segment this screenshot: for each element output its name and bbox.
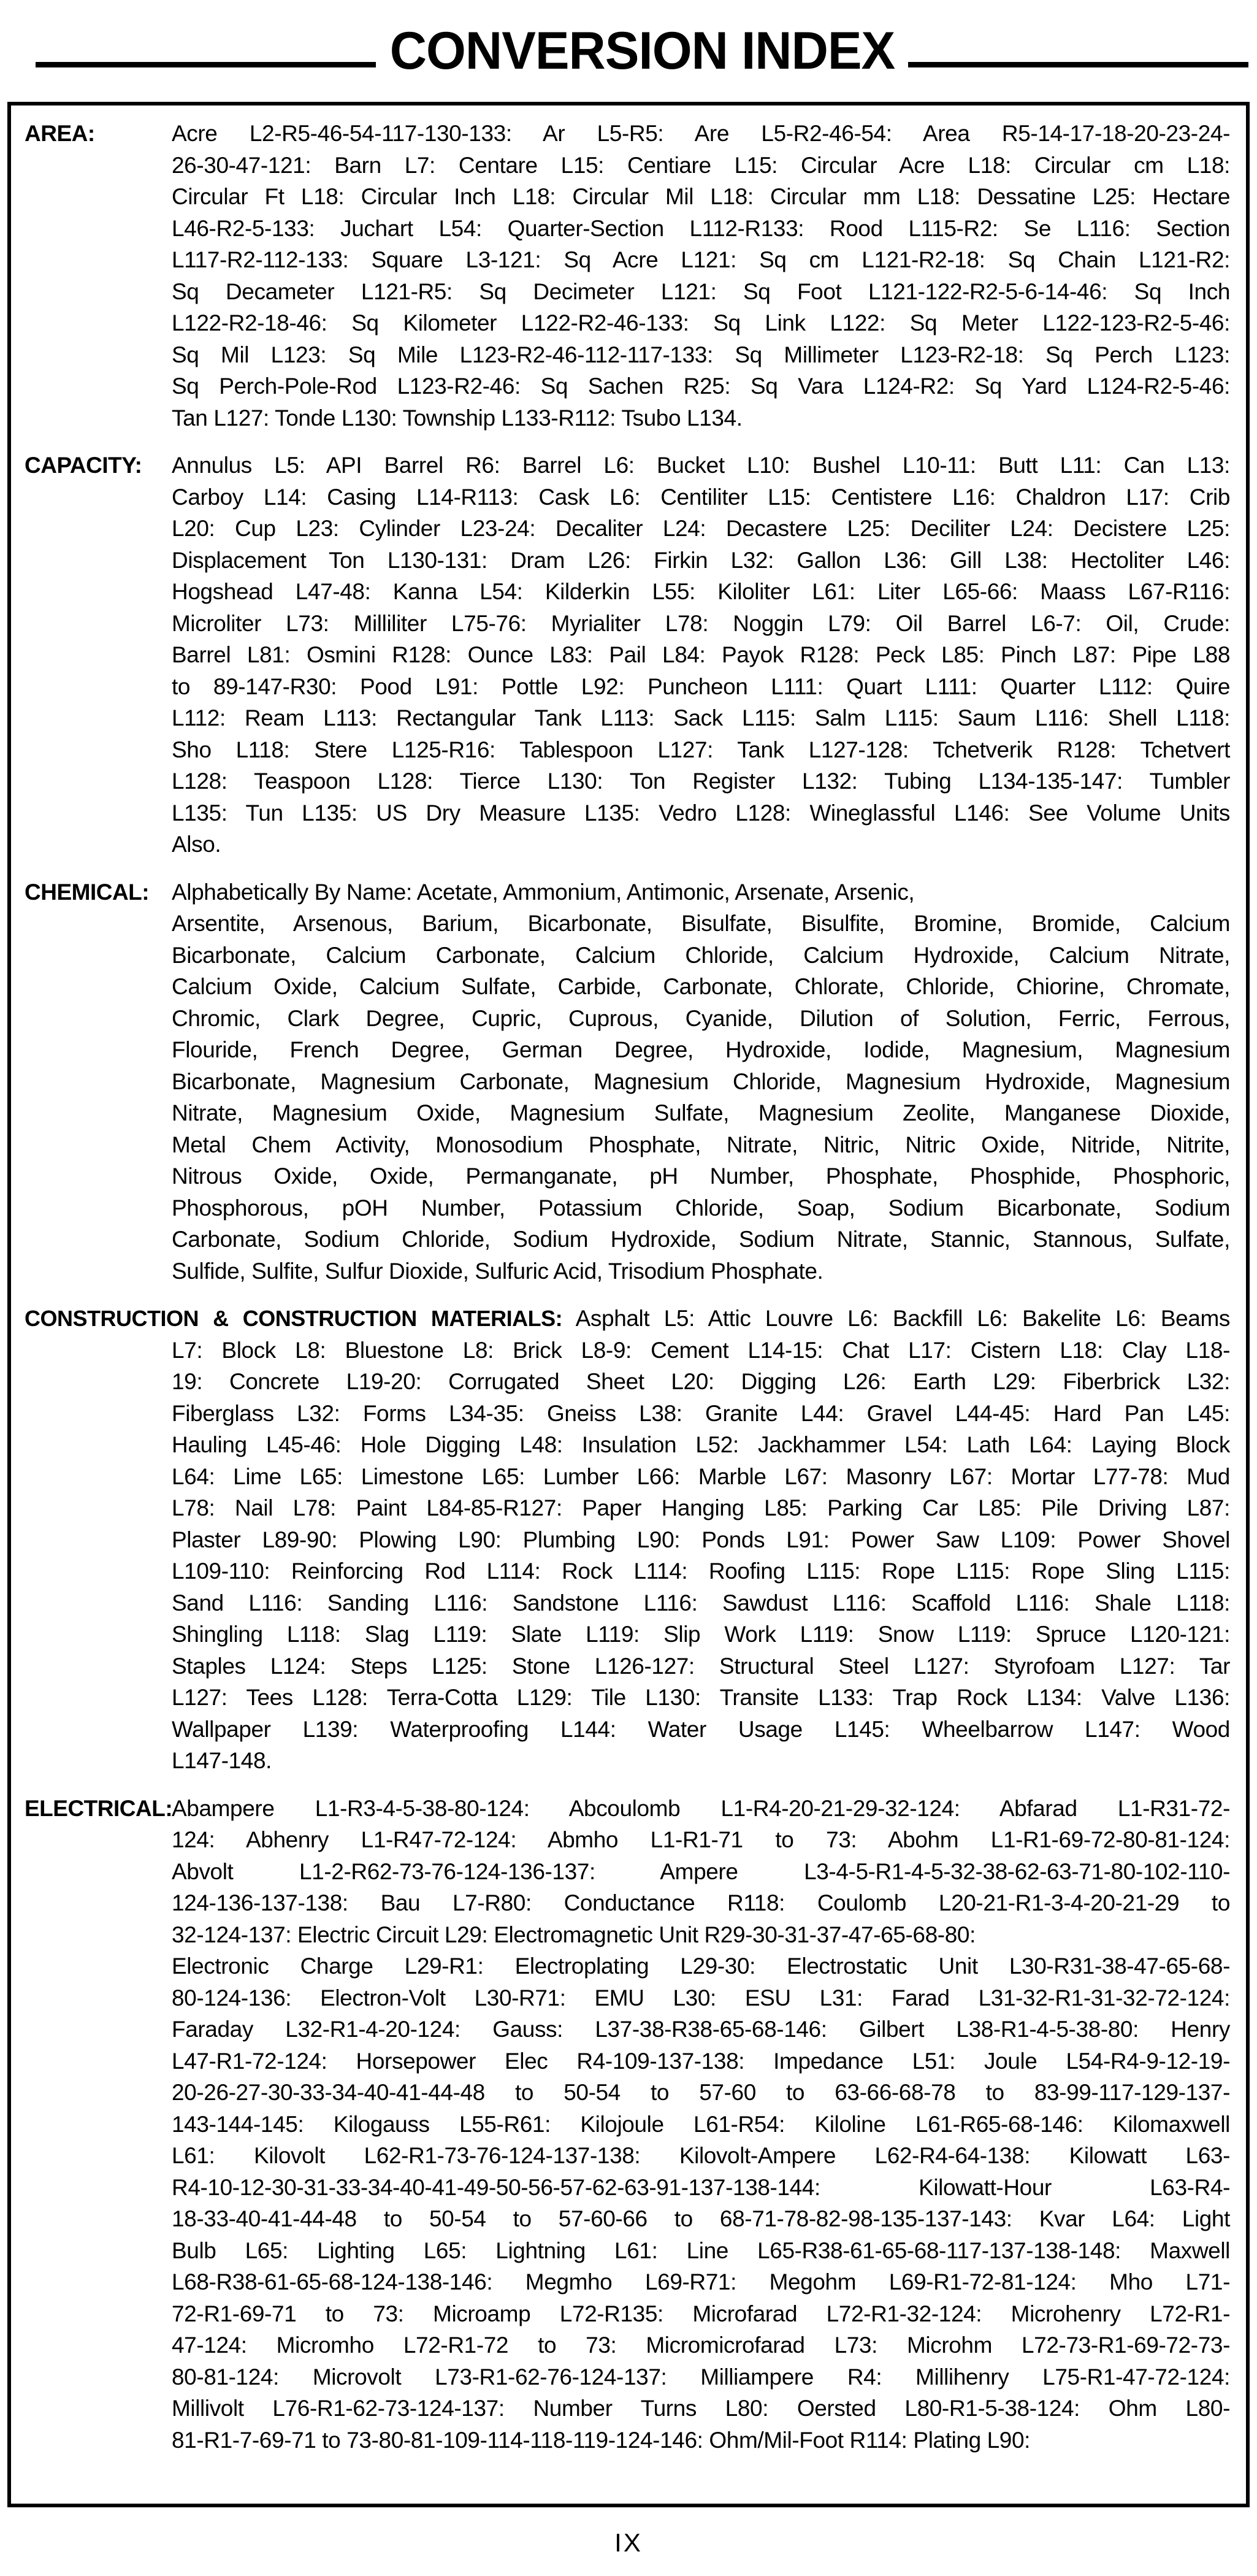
- index-line: Metal Chem Activity, Monosodium Phosphate, Nitrate, Nitric, Nitric Oxide, Nitride, Nitrite,: [172, 1132, 1230, 1157]
- index-line: 81-R1-7-69-71 to 73-80-81-109-114-118-119-124-146: Ohm/Mil-Foot R114: Plating L90:: [172, 2427, 1031, 2453]
- index-line: Carbonate, Sodium Chloride, Sodium Hydroxide, Sodium Nitrate, Stannic, Stannous, Sulfate,: [172, 1227, 1230, 1252]
- index-line: to 89-147-R30: Pood L91: Pottle L92: Puncheon L111: Quart L111: Quarter L112: Quire: [172, 673, 1230, 699]
- index-line: Plaster L89-90: Plowing L90: Plumbing L90: Ponds L91: Power Saw L109: Power Shovel: [172, 1527, 1230, 1552]
- index-line: Microliter L73: Milliliter L75-76: Myrialiter L78: Noggin L79: Oil Barrel L6-7: Oil, Crude:: [172, 610, 1230, 636]
- index-line: Hogshead L47-48: Kanna L54: Kilderkin L55: Kiloliter L61: Liter L65-66: Maass L67-R116:: [172, 579, 1230, 604]
- index-line: 47-124: Micromho L72-R1-72 to 73: Micromicrofarad L73: Microhm L72-73-R1-69-72-73-: [172, 2333, 1230, 2358]
- index-section-capacity: [25, 450, 1230, 861]
- index-line: 80-124-136: Electron-Volt L30-R71: EMU L30: ESU L31: Farad L31-32-R1-31-32-72-124:: [172, 1985, 1230, 2011]
- index-line: Circular Ft L18: Circular Inch L18: Circular Mil L18: Circular mm L18: Dessatine L25: Hectare: [172, 184, 1230, 209]
- index-section-area: [25, 118, 1230, 434]
- index-line: L135: Tun L135: US Dry Measure L135: Vedro L128: Wineglassful L146: See Volume Units: [172, 800, 1230, 826]
- index-line: L64: Lime L65: Limestone L65: Lumber L66: Marble L67: Masonry L67: Mortar L77-78: Mud: [172, 1463, 1230, 1489]
- index-line: 80-81-124: Microvolt L73-R1-62-76-124-137: Milliampere R4: Millihenry L75-R1-47-72-124:: [172, 2364, 1230, 2390]
- index-line: Arsentite, Arsenous, Barium, Bicarbonate, Bisulfate, Bisulfite, Bromine, Bromide, Calcium: [172, 911, 1230, 936]
- index-line: Sq Decameter L121-R5: Sq Decimeter L121: Sq Foot L121-122-R2-5-6-14-46: Sq Inch: [172, 278, 1230, 304]
- index-line: CONSTRUCTION & CONSTRUCTION MATERIALS: Asphalt L5: Attic Louvre L6: Backfill L6: Bakelite L6: Beams: [25, 1306, 1230, 1331]
- index-line: Phosphorous, pOH Number, Potassium Chloride, Soap, Sodium Bicarbonate, Sodium: [172, 1195, 1230, 1221]
- index-line: 18-33-40-41-44-48 to 50-54 to 57-60-66 to 68-71-78-82-98-135-137-143: Kvar L64: Light: [172, 2206, 1230, 2231]
- index-line: Nitrous Oxide, Oxide, Permanganate, pH Number, Phosphate, Phosphide, Phosphoric,: [172, 1163, 1230, 1189]
- index-section-chemical: [25, 876, 1230, 1287]
- index-line: 72-R1-69-71 to 73: Microamp L72-R135: Microfarad L72-R1-32-124: Microhenry L72-R1-: [172, 2301, 1230, 2326]
- index-line: Abvolt L1-2-R62-73-76-124-136-137: Ampere L3-4-5-R1-4-5-32-38-62-63-71-80-102-110-: [172, 1858, 1230, 1884]
- index-line: Abampere L1-R3-4-5-38-80-124: Abcoulomb L1-R4-20-21-29-32-124: Abfarad L1-R31-72-: [172, 1795, 1230, 1821]
- index-line: Sand L116: Sanding L116: Sandstone L116: Sawdust L116: Scaffold L116: Shale L118:: [172, 1590, 1230, 1616]
- index-line: L20: Cup L23: Cylinder L23-24: Decaliter L24: Decastere L25: Deciliter L24: Decistere L25:: [172, 516, 1230, 541]
- index-line: Flouride, French Degree, German Degree, Hydroxide, Iodide, Magnesium, Magnesium: [172, 1037, 1230, 1062]
- index-line: Annulus L5: API Barrel R6: Barrel L6: Bucket L10: Bushel L10-11: Butt L11: Can L13:: [172, 453, 1230, 478]
- index-line: Carboy L14: Casing L14-R113: Cask L6: Centiliter L15: Centistere L16: Chaldron L17: Crib: [172, 484, 1230, 510]
- index-line: L109-110: Reinforcing Rod L114: Rock L114: Roofing L115: Rope L115: Rope Sling L115:: [172, 1558, 1230, 1584]
- index-line: Sho L118: Stere L125-R16: Tablespoon L127: Tank L127-128: Tchetverik R128: Tchetvert: [172, 737, 1230, 762]
- conversion-index-box: [7, 102, 1250, 2507]
- index-line: 19: Concrete L19-20: Corrugated Sheet L20: Digging L26: Earth L29: Fiberbrick L32:: [172, 1369, 1230, 1394]
- index-line: Bulb L65: Lighting L65: Lightning L61: Line L65-R38-61-65-68-117-137-138-148: Maxwell: [172, 2237, 1230, 2263]
- index-line: L112: Ream L113: Rectangular Tank L113: Sack L115: Salm L115: Saum L116: Shell L118:: [172, 705, 1230, 730]
- index-line: 124-136-137-138: Bau L7-R80: Conductance R118: Coulomb L20-21-R1-3-4-20-21-29 to: [172, 1890, 1230, 1915]
- index-line: Wallpaper L139: Waterproofing L144: Water Usage L145: Wheelbarrow L147: Wood: [172, 1716, 1230, 1742]
- index-line: 26-30-47-121: Barn L7: Centare L15: Centiare L15: Circular Acre L18: Circular cm L18:: [172, 152, 1230, 178]
- page-number: IX: [614, 2528, 643, 2557]
- section-label-capacity: CAPACITY:: [25, 453, 142, 478]
- title-rule-left: [36, 62, 376, 67]
- index-line: Shingling L118: Slag L119: Slate L119: Slip Work L119: Snow L119: Spruce L120-121:: [172, 1622, 1230, 1647]
- index-line: Electronic Charge L29-R1: Electroplating L29-30: Electrostatic Unit L30-R31-38-47-65-68-: [172, 1953, 1230, 1979]
- index-line: L128: Teaspoon L128: Tierce L130: Ton Register L132: Tubing L134-135-147: Tumbler: [172, 769, 1230, 794]
- index-line: L117-R2-112-133: Square L3-121: Sq Acre L121: Sq cm L121-R2-18: Sq Chain L121-R2:: [172, 247, 1230, 272]
- index-line: L61: Kilovolt L62-R1-73-76-124-137-138: Kilovolt-Ampere L62-R4-64-138: Kilowatt L63-: [172, 2143, 1230, 2168]
- index-line: Displacement Ton L130-131: Dram L26: Firkin L32: Gallon L36: Gill L38: Hectoliter L46:: [172, 547, 1230, 573]
- index-line: 124: Abhenry L1-R47-72-124: Abmho L1-R1-71 to 73: Abohm L1-R1-69-72-80-81-124:: [172, 1827, 1230, 1852]
- index-line: Sulfide, Sulfite, Sulfur Dioxide, Sulfuric Acid, Trisodium Phosphate.: [172, 1258, 823, 1284]
- index-line: Staples L124: Steps L125: Stone L126-127: Structural Steel L127: Styrofoam L127: Tar: [172, 1653, 1230, 1679]
- index-line: 20-26-27-30-33-34-40-41-44-48 to 50-54 to 57-60 to 63-66-68-78 to 83-99-117-129-137-: [172, 2080, 1230, 2105]
- index-line: L47-R1-72-124: Horsepower Elec R4-109-137-138: Impedance L51: Joule L54-R4-9-12-19-: [172, 2048, 1230, 2074]
- index-line: L46-R2-5-133: Juchart L54: Quarter-Section L112-R133: Rood L115-R2: Se L116: Section: [172, 215, 1230, 241]
- index-line: Bicarbonate, Magnesium Carbonate, Magnesium Chloride, Magnesium Hydroxide, Magnesium: [172, 1068, 1230, 1094]
- index-section-electrical: [25, 1793, 1230, 2456]
- index-line: Sq Perch-Pole-Rod L123-R2-46: Sq Sachen R25: Sq Vara L124-R2: Sq Yard L124-R2-5-46:: [172, 374, 1230, 399]
- index-line: L78: Nail L78: Paint L84-85-R127: Paper Hanging L85: Parking Car L85: Pile Driving L87:: [172, 1495, 1230, 1520]
- section-label-construction-materials: CONSTRUCTION & CONSTRUCTION MATERIALS:: [25, 1306, 563, 1331]
- index-line: Alphabetically By Name: Acetate, Ammonium, Antimonic, Arsenate, Arsenic,: [172, 879, 915, 905]
- index-line: Chromic, Clark Degree, Cupric, Cuprous, Cyanide, Dilution of Solution, Ferric, Ferrous,: [172, 1005, 1230, 1031]
- index-line: Calcium Oxide, Calcium Sulfate, Carbide, Carbonate, Chlorate, Chloride, Chiorine, Chromate,: [172, 974, 1230, 999]
- index-line: Sq Mil L123: Sq Mile L123-R2-46-112-117-133: Sq Millimeter L123-R2-18: Sq Perch L123:: [172, 342, 1230, 367]
- section-label-area: AREA:: [25, 121, 95, 146]
- index-line: Millivolt L76-R1-62-73-124-137: Number Turns L80: Oersted L80-R1-5-38-124: Ohm L80-: [172, 2396, 1230, 2421]
- index-section-construction-materials: [25, 1303, 1230, 1777]
- index-line: Nitrate, Magnesium Oxide, Magnesium Sulfate, Magnesium Zeolite, Manganese Dioxide,: [172, 1100, 1230, 1125]
- index-line: Bicarbonate, Calcium Carbonate, Calcium Chloride, Calcium Hydroxide, Calcium Nitrate,: [172, 942, 1230, 968]
- section-label-electrical: ELECTRICAL:: [25, 1795, 173, 1821]
- index-line: R4-10-12-30-31-33-34-40-41-49-50-56-57-62-63-91-137-138-144: Kilowatt-Hour L63-R4-: [172, 2174, 1230, 2200]
- index-line: Tan L127: Tonde L130: Township L133-R112: Tsubo L134.: [172, 405, 743, 431]
- index-line: L147-148.: [172, 1748, 272, 1773]
- index-line: Hauling L45-46: Hole Digging L48: Insulation L52: Jackhammer L54: Lath L64: Laying Block: [172, 1432, 1230, 1457]
- index-line: Also.: [172, 832, 221, 857]
- title-rule-right: [908, 62, 1248, 67]
- page-title: CONVERSION INDEX: [389, 21, 895, 80]
- index-line: 32-124-137: Electric Circuit L29: Electromagnetic Unit R29-30-31-37-47-65-68-80:: [172, 1922, 976, 1947]
- index-line: L68-R38-61-65-68-124-138-146: Megmho L69-R71: Megohm L69-R1-72-81-124: Mho L71-: [172, 2269, 1230, 2294]
- index-line: Fiberglass L32: Forms L34-35: Gneiss L38: Granite L44: Gravel L44-45: Hard Pan L45:: [172, 1400, 1230, 1426]
- index-line: L122-R2-18-46: Sq Kilometer L122-R2-46-133: Sq Link L122: Sq Meter L122-123-R2-5-46:: [172, 310, 1230, 335]
- title-row: [36, 21, 1248, 80]
- index-line: 143-144-145: Kilogauss L55-R61: Kilojoule L61-R54: Kiloline L61-R65-68-146: Kilomaxwell: [172, 2111, 1230, 2137]
- index-line: Barrel L81: Osmini R128: Ounce L83: Pail L84: Payok R128: Peck L85: Pinch L87: Pipe L88: [172, 642, 1230, 667]
- section-label-chemical: CHEMICAL:: [25, 879, 150, 905]
- index-line: Faraday L32-R1-4-20-124: Gauss: L37-38-R38-65-68-146: Gilbert L38-R1-4-5-38-80: Henry: [172, 2017, 1230, 2042]
- index-line: L127: Tees L128: Terra-Cotta L129: Tile L130: Transite L133: Trap Rock L134: Valve L136:: [172, 1685, 1230, 1710]
- index-line: Acre L2-R5-46-54-117-130-133: Ar L5-R5: Are L5-R2-46-54: Area R5-14-17-18-20-23-24-: [172, 121, 1230, 146]
- index-line: L7: Block L8: Bluestone L8: Brick L8-9: Cement L14-15: Chat L17: Cistern L18: Clay L18-: [172, 1337, 1230, 1363]
